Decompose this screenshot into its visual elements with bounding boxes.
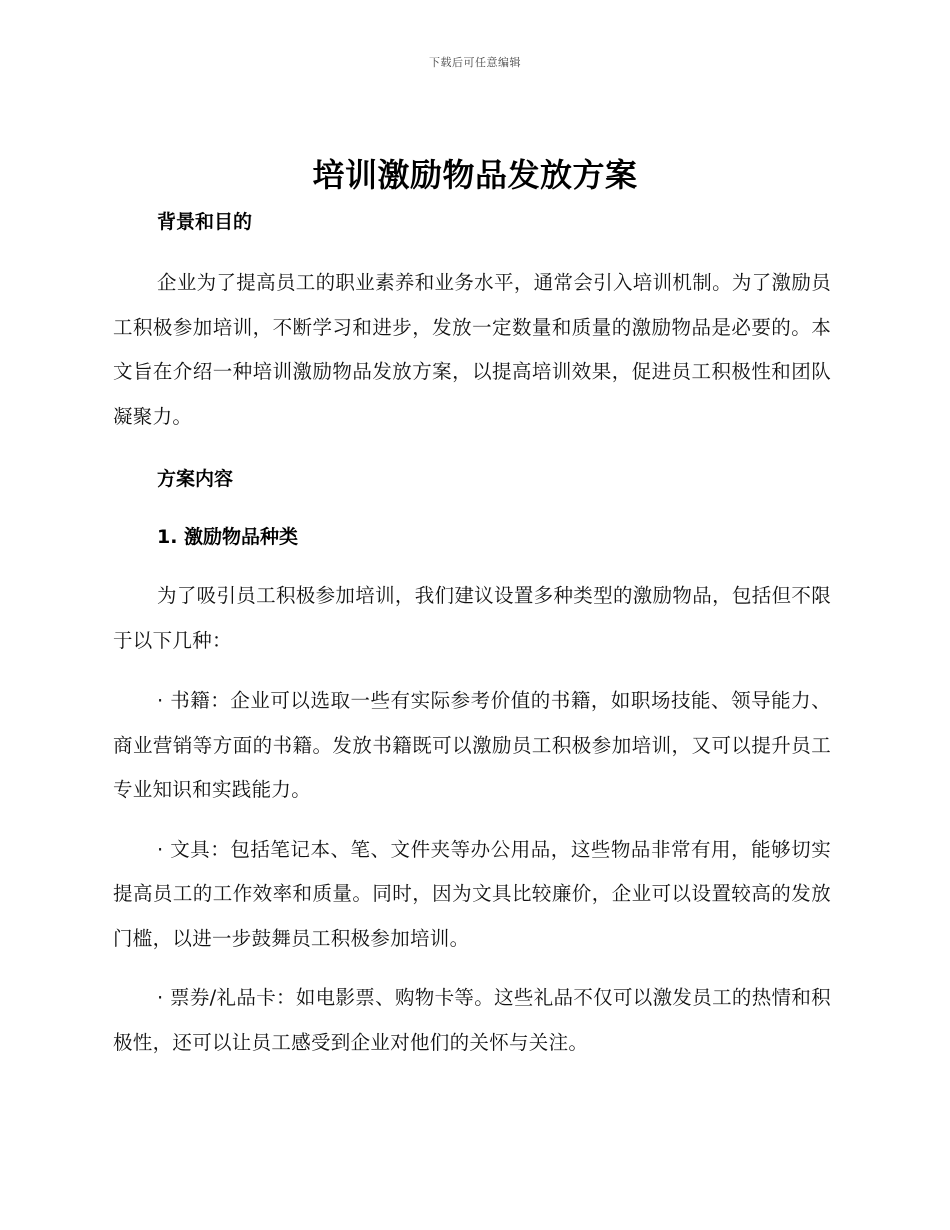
plan-heading: 方案内容: [157, 468, 234, 490]
kinds-heading: 1. 激励物品种类: [157, 526, 299, 548]
document-body: [113, 204, 831, 1065]
document-title: 培训激励物品发放方案: [312, 156, 638, 194]
list-item-books: · 书籍：企业可以选取一些有实际参考价值的书籍，如职场技能、领导能力、商业营销等方面的书籍。发放书籍既可以激励员工积极参加培训，又可以提升员工专业知识和实践能力。: [113, 689, 831, 801]
kinds-intro-paragraph: 为了吸引员工积极参加培训，我们建议设置多种类型的激励物品，包括但不限于以下几种：: [113, 584, 831, 652]
background-paragraph: 企业为了提高员工的职业素养和业务水平，通常会引入培训机制。为了激励员工积极参加培训，不断学习和进步，发放一定数量和质量的激励物品是必要的。本文旨在介绍一种培训激励物品发放方案，以提高培训效果，促进员工积极性和团队凝聚力。: [113, 271, 831, 428]
list-item-stationery: · 文具：包括笔记本、笔、文件夹等办公用品，这些物品非常有用，能够切实提高员工的工作效率和质量。同时，因为文具比较廉价，企业可以设置较高的发放门槛，以进一步鼓舞员工积极参加培训。: [113, 837, 831, 950]
page-header-note: 下载后可任意编辑: [429, 56, 521, 69]
list-item-vouchers: · 票券/礼品卡：如电影票、购物卡等。这些礼品不仅可以激发员工的热情和积极性，还可以让员工感受到企业对他们的关怀与关注。: [113, 986, 831, 1054]
background-heading: 背景和目的: [157, 211, 253, 233]
